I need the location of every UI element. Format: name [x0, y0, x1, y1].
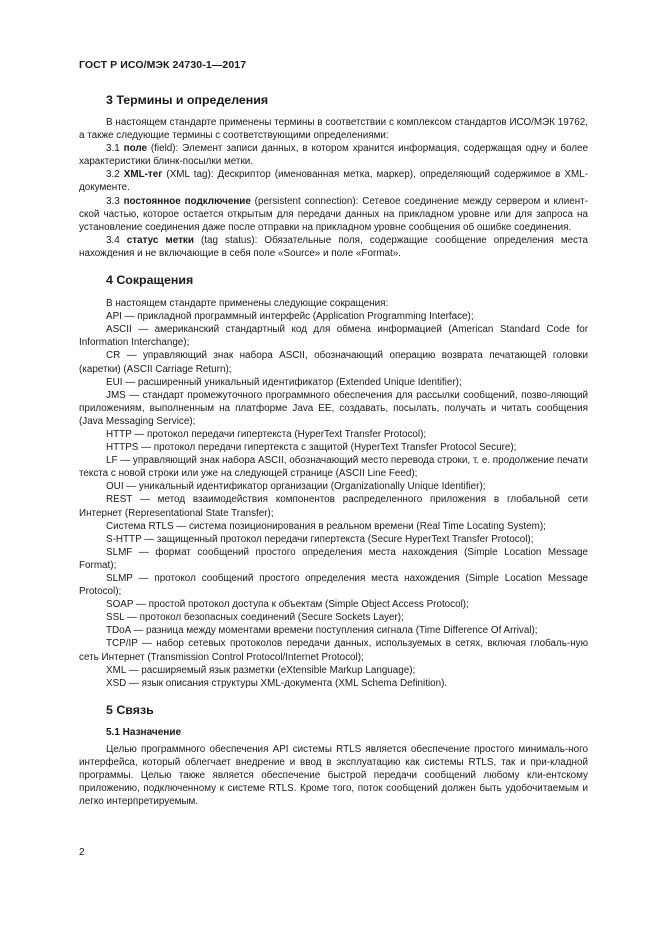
abbreviation-item: SLMP — протокол сообщений простого определения места нахождения (Simple Location Message Protocol);	[79, 573, 588, 598]
term-definition	[79, 195, 588, 234]
abbreviation-item: HTTP — протокол передачи гипертекста (HyperText Transfer Protocol);	[106, 428, 427, 440]
term-name: статус метки	[126, 234, 194, 246]
term-definition	[79, 234, 588, 260]
abbreviation-item: XML — расширяемый язык разметки (eXtensible Markup Language);	[106, 664, 416, 676]
section-heading-communication: 5 Связь	[106, 702, 154, 717]
term-definition	[79, 168, 588, 194]
abbreviation-item: EUI — расширенный уникальный идентификатор (Extended Unique Identifier);	[106, 376, 462, 388]
term-name: постоянное подключение	[123, 195, 251, 207]
terms-intro: В настоящем стандарте применены термины в соответствии с комплексом стандартов ИСО/МЭК 19762, а также следующие термины с соответствующими определениями:	[79, 117, 588, 142]
term-number: 3.4	[106, 234, 120, 246]
term-text: (persistent connection): Сетевое соединение между сервером и клиент-ской частью, которое остается открытым для передачи данных на прикладном уровне или для запроса на установление соединения даже после отправки на прикладном уровне сообщения об ошибке соединения.	[79, 195, 588, 233]
term-text: (XML tag): Дескриптор (именованная метка, маркер), определяющий содержимое в XML-документе.	[79, 169, 588, 194]
term-text: (tag status): Обязательные поля, содержащие сообщение определения места нахождения и не включающие в себя поле «Source» и поле «Format».	[79, 234, 588, 259]
abbreviation-item: SOAP — простой протокол доступа к объектам (Simple Object Access Protocol);	[106, 599, 469, 611]
abbreviation-item: JMS — стандарт промежуточного программного обеспечения для рассылки сообщений, позво-ляющий приложениям, выполненным на платформе Java EE, создавать, посылать, получать и читать сообщения (Java Messaging Service);	[79, 389, 588, 427]
abbreviations-list	[79, 310, 588, 690]
abbreviation-item: SLMF — формат сообщений простого определения места нахождения (Simple Location Message Format);	[79, 546, 588, 571]
document-header: ГОСТ Р ИСО/МЭК 24730-1—2017	[79, 59, 247, 71]
abbreviation-item: API — прикладной программный интерфейс (Application Programming Interface);	[106, 311, 474, 323]
abbreviation-item: TCP/IP — набор сетевых протоколов передачи данных, используемых в сетях, включая глобаль-ную сеть Интернет (Transmission Control Protocol/Internet Protocol);	[79, 638, 588, 663]
abbreviation-item: Система RTLS — система позиционирования в реальном времени (Real Time Locating System);	[106, 520, 546, 532]
term-number: 3.3	[106, 195, 120, 207]
term-definition	[79, 142, 588, 168]
abbreviation-item: ASCII — американский стандартный код для обмена информацией (American Standard Code for Information Interchange);	[79, 324, 588, 349]
section-heading-abbreviations: 4 Сокращения	[106, 273, 194, 288]
term-name: поле	[123, 143, 147, 155]
term-name: XML-тег	[123, 169, 163, 181]
abbreviations-intro: В настоящем стандарте применены следующие сокращения:	[106, 298, 389, 310]
page-number: 2	[79, 847, 85, 858]
abbreviation-item: SSL — протокол безопасных соединений (Secure Sockets Layer);	[106, 612, 404, 624]
document-body	[79, 87, 588, 808]
term-number: 3.1	[106, 143, 120, 155]
abbreviation-item: LF — управляющий знак набора ASCII, обозначающий место перевода строки, т. е. продолжение печати текста с новой строки или уже на следующей странице (ASCII Line Feed);	[79, 455, 588, 480]
abbreviation-item: XSD — язык описания структуры XML-документа (XML Schema Definition).	[106, 677, 448, 689]
purpose-paragraph: Целью программного обеспечения API системы RTLS является обеспечение простого минималь-ного интерфейса, который облегчает внедрение и ввод в эксплуатацию как системы RTLS, так и при-кладной программы. Целью также является обеспечение быстрой передачи сообщений любому кли-ентскому приложению, подключенному к системе RTLS. Кроме того, поток сообщений должен быть удобочитаемым и легко интерпретируемым.	[79, 743, 588, 808]
abbreviation-item: REST — метод взаимодействия компонентов распределенного приложения в глобальной сети Интернет (Representational State Transfer);	[79, 494, 588, 519]
section-heading-terms: 3 Термины и определения	[106, 93, 269, 107]
subsection-heading-purpose: 5.1 Назначение	[106, 726, 182, 738]
abbreviation-item: S-HTTP — защищенный протокол передачи гипертекста (Secure HyperText Transfer Protocol);	[106, 533, 534, 545]
abbreviation-item: CR — управляющий знак набора ASCII, обозначающий операцию возврата печатающей головки (каретки) (ASCII Carriage Return);	[79, 350, 588, 375]
abbreviation-item: OUI — уникальный идентификатор организации (Organizationally Unique Identifier);	[106, 481, 486, 493]
terms-list	[79, 142, 588, 260]
abbreviation-item: TDoA — разница между моментами времени поступления сигнала (Time Difference Of Arrival);	[106, 625, 538, 637]
abbreviation-item: HTTPS — протокол передачи гипертекста с защитой (HyperText Transfer Protocol Secure);	[106, 442, 517, 454]
term-text: (field): Элемент записи данных, в котором хранится информация, содержащая одну и более характеристики блинк-посылки метки.	[79, 143, 588, 168]
term-number: 3.2	[106, 169, 120, 181]
